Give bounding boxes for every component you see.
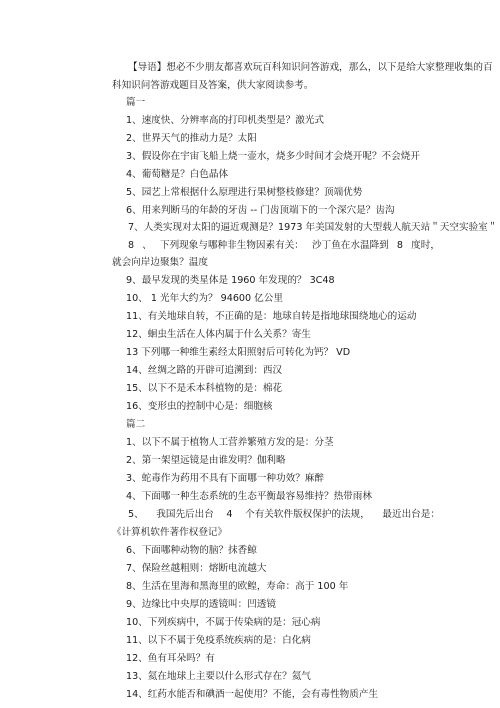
- question-1-13: 13 下列哪一种维生素经太阳照射后可转化为钙？ VD: [126, 347, 351, 358]
- question-2-14: 14、红药水能否和碘酒一起使用？不能，会有毒性物质产生: [126, 689, 379, 700]
- question-2-4: 4、下面哪一种生态系统的生态平衡最容易维持？热带雨林: [126, 491, 372, 502]
- question-1-16: 16、变形虫的控制中心是：细胞核: [126, 401, 273, 412]
- question-1-6: 6、用来判断马的年龄的牙齿 -- 门齿顶端下的一个深穴是？齿沟: [126, 205, 395, 216]
- question-2-12: 12、鱼有耳朵吗？有: [126, 653, 215, 664]
- question-2-3: 3、蛇毒作为药用不具有下面哪一种功效？麻醉: [126, 473, 324, 484]
- question-2-5: [128, 509, 440, 521]
- section-2-title: 篇二: [126, 419, 146, 430]
- question-2-6: 6、下面哪种动物的脑？抹香鲸: [126, 545, 257, 556]
- question-2-8: 8、生活在里海和黑海里的欧鳇，寿命：高于 100 年: [126, 581, 349, 592]
- question-2-1: 1、以下不属于植物人工营养繁殖方发的是：分茎: [126, 437, 334, 448]
- question-1-15: 15、以下不是禾本科植物的是：棉花: [126, 383, 283, 394]
- question-2-5-part-e: 最近出台是：: [382, 509, 440, 520]
- question-2-2: 2、第一架望远镜是由谁发明？伽利略: [126, 455, 286, 466]
- question-1-1: 1、速度快、分辨率高的打印机类型是？激光式: [126, 115, 324, 126]
- section-1-title: 篇一: [126, 97, 146, 108]
- question-2-7: 7、保险丝越粗则：熔断电流越大: [126, 563, 267, 574]
- question-1-5: 5、园艺上常根据什么原理进行果树整枝修建？顶端优势: [126, 187, 363, 198]
- question-1-8-part-d: 沙丁鱼在水温降到: [312, 240, 389, 251]
- question-1-7: [128, 222, 498, 234]
- intro-line-1: 【导语】想必不少朋友都喜欢玩百科知识问答游戏，那么，以下是给大家整理收集的百: [128, 62, 493, 73]
- question-2-5-continuation: 《计算机软件著作权登记》: [112, 527, 228, 538]
- question-1-9: 9、最早发现的类星体是 1960 年发现的？ 3C48: [126, 275, 335, 286]
- question-2-13: 13、氦在地球上主要以什么形式存在？氦气: [126, 671, 311, 682]
- question-2-9: 9、边缘比中央厚的透镜叫：凹透镜: [126, 599, 277, 610]
- question-1-7-part-a: 7、人类实现对太阳的逼近观测是？: [128, 222, 279, 233]
- question-1-8-part-c: 下列现象与哪种非生物因素有关：: [159, 240, 304, 251]
- question-1-8-part-a: 8: [128, 240, 135, 251]
- question-2-5-part-c: 4: [226, 509, 233, 520]
- intro-line-2: 科知识问答游戏题目及答案，供大家阅读参考。: [112, 80, 314, 91]
- question-1-4: 4、葡萄糖是？白色晶体: [126, 169, 229, 180]
- question-2-10: 10、下列疾病中，不属于传染病的是：冠心病: [126, 617, 321, 628]
- question-1-2: 2、世界天气的推动力是？太阳: [126, 133, 257, 144]
- question-1-7-part-b: 1973 年美国发射的大型载人航天站＂天空实验室＂: [278, 222, 498, 233]
- question-2-5-part-a: 5、: [128, 509, 144, 520]
- question-1-8: [128, 240, 440, 252]
- question-1-3: 3、假设你在宇宙飞船上烧一壶水，烧多少时间才会烧开呢？不会烧开: [126, 151, 420, 162]
- question-1-8-part-b: 、: [142, 240, 152, 251]
- question-1-14: 14、丝绸之路的开辟可追溯到：西汉: [126, 365, 283, 376]
- question-2-5-part-b: 我国先后出台: [156, 509, 214, 520]
- question-1-8-continuation: 就会向岸边聚集？温度: [112, 257, 208, 268]
- question-2-5-part-d: 个有关软件版权保护的法规，: [245, 509, 370, 520]
- question-2-11: 11、以下不属于免疫系统疾病的是：白化病: [126, 635, 311, 646]
- question-1-8-part-e: 8: [396, 240, 404, 251]
- question-1-12: 12、蛔虫生活在人体内属于什么关系？寄生: [126, 329, 311, 340]
- question-1-10: 10、 1 光年大约为？ 94600 亿公里: [126, 293, 283, 304]
- question-1-8-part-f: 度时，: [411, 240, 440, 251]
- question-1-11: 11、有关地球自转，不正确的是：地球自转是指地球围绕地心的运动: [126, 311, 417, 322]
